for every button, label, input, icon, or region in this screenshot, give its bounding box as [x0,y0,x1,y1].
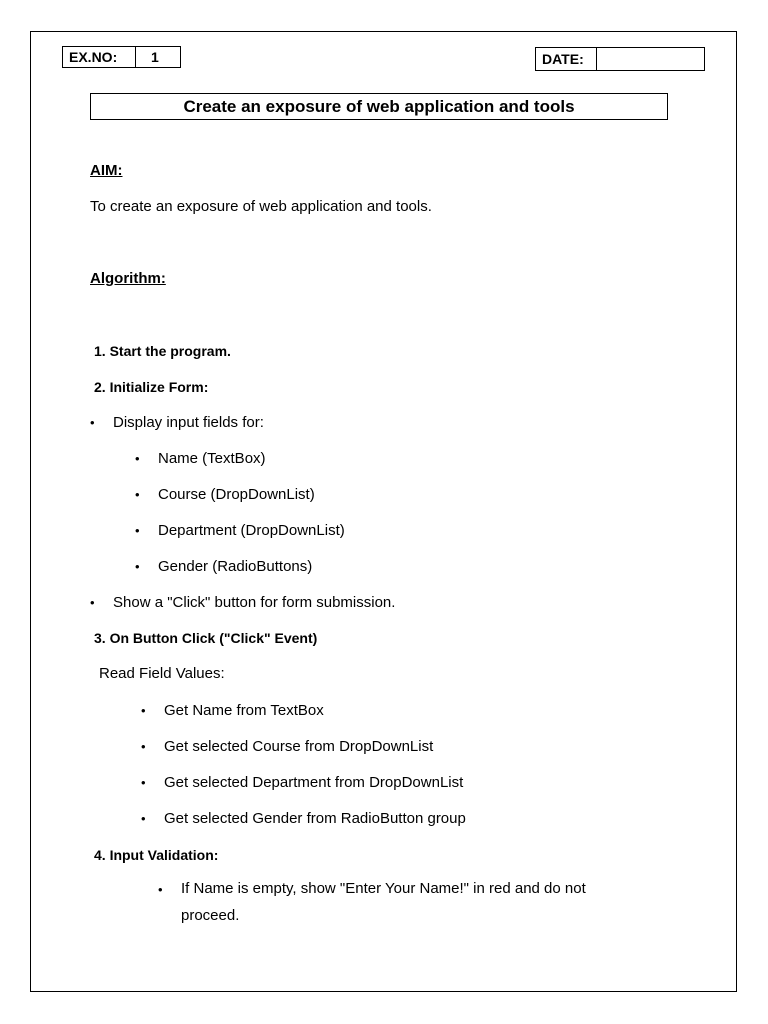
bullet-icon: • [158,882,163,897]
field-item: Gender (RadioButtons) [158,558,313,575]
field-item: Department (DropDownList) [158,522,345,539]
bullet-icon: • [90,595,95,610]
field-item: Course (DropDownList) [158,486,315,503]
page-title-text: Create an exposure of web application and tools [183,97,575,116]
page-title [90,93,668,120]
step-4: 4. Input Validation: [94,847,219,863]
date-value-cell [596,47,705,71]
field-item: Name (TextBox) [158,450,266,467]
get-item: Get selected Course from DropDownList [164,738,434,755]
show-bullet-text: Show a "Click" button for form submission. [113,594,396,611]
get-item: Get Name from TextBox [164,702,324,719]
bullet-icon: • [141,811,146,826]
exno-value-cell [135,46,181,68]
bullet-icon: • [135,487,140,502]
validation-line-2: proceed. [181,907,240,924]
bullet-icon: • [90,415,95,430]
step-1: 1. Start the program. [94,343,231,359]
date-label-cell [535,47,597,71]
bullet-icon: • [135,559,140,574]
bullet-icon: • [141,739,146,754]
step-2: 2. Initialize Form: [94,379,209,395]
algorithm-heading: Algorithm: [90,270,166,287]
bullet-icon: • [135,451,140,466]
exno-label-cell [62,46,136,68]
aim-text: To create an exposure of web application and tools. [90,198,432,215]
bullet-icon: • [135,523,140,538]
get-item: Get selected Department from DropDownList [164,774,464,791]
date-label: DATE: [542,51,584,67]
validation-line-1: If Name is empty, show "Enter Your Name!" in red and do not [181,880,586,897]
display-bullet-text: Display input fields for: [113,414,264,431]
exno-label: EX.NO: [69,49,118,65]
exno-value: 1 [151,49,159,65]
bullet-icon: • [141,775,146,790]
bullet-icon: • [141,703,146,718]
get-item: Get selected Gender from RadioButton group [164,810,466,827]
aim-heading: AIM: [90,162,123,179]
step-3: 3. On Button Click ("Click" Event) [94,630,318,646]
read-values-text: Read Field Values: [99,665,225,682]
